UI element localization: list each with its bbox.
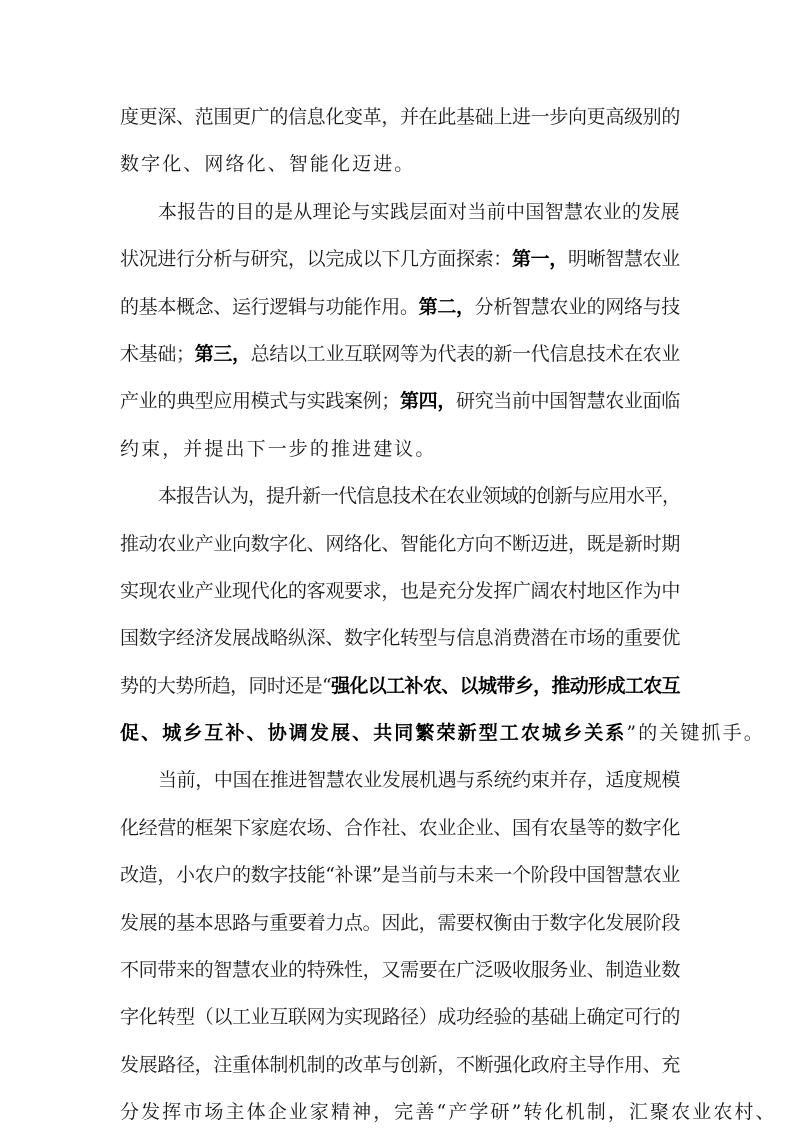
text-segment: 推动农业产业向数字化、网络化、智能化方向不断迈进，既是新时期	[120, 532, 680, 555]
text-segment: 实现农业产业现代化的客观要求，也是充分发挥广阔农村地区作为中	[120, 579, 680, 602]
text-segment: 分发挥市场主体企业家精神，完善“产学研”转化机制，汇聚农业农村、	[120, 1101, 777, 1124]
paragraph-3-line	[120, 615, 680, 662]
paragraph-4-line	[120, 900, 680, 947]
text-segment: 化经营的框架下家庭农场、合作社、农业企业、国有农垦等的数字化	[120, 816, 680, 839]
text-segment: 发展路径，注重体制机制的改革与创新，不断强化政府主导作用、充	[120, 1053, 680, 1076]
paragraph-3-line	[120, 521, 680, 568]
text-segment: 数字化、网络化、智能化迈进。	[120, 153, 416, 176]
paragraph-4-line	[120, 1042, 680, 1089]
bold-text-segment: 第二，	[418, 295, 475, 318]
paragraph-1-line	[120, 94, 680, 141]
paragraph-3-line	[120, 663, 680, 710]
text-segment: ”的关键抓手。	[626, 722, 765, 745]
paragraph-4-line	[120, 805, 680, 852]
text-segment: 本报告的目的是从理论与实践层面对当前中国智慧农业的发展	[158, 200, 680, 223]
text-segment: 度更深、范围更广的信息化变革，并在此基础上进一步向更高级别的	[120, 106, 680, 128]
text-segment: 产业的典型应用模式与实践案例；	[120, 390, 400, 413]
paragraph-3-line	[120, 710, 765, 757]
text-segment: 术基础；	[120, 342, 195, 365]
text-segment: 研究当前中国智慧农业面临	[455, 390, 680, 413]
text-segment: 约束，并提出下一步的推进建议。	[120, 437, 437, 460]
bold-text-segment: 第一，	[511, 248, 568, 271]
text-segment: 的基本概念、运行逻辑与功能作用。	[120, 295, 419, 318]
text-segment: 国数字经济发展战略纵深、数字化转型与信息消费潜在市场的重要优	[120, 627, 680, 650]
paragraph-2-line	[120, 236, 680, 283]
paragraph-4-line	[120, 757, 680, 804]
bold-text-segment: 促、城乡互补、协调发展、共同繁荣新型工农城乡关系	[120, 722, 627, 745]
paragraph-4-line	[120, 852, 680, 899]
text-segment: 状况进行分析与研究，以完成以下几方面探索：	[120, 248, 512, 271]
text-segment: 分析智慧农业的网络与技	[474, 295, 680, 318]
paragraph-2-line	[120, 378, 680, 425]
paragraph-1-line	[120, 141, 680, 188]
bold-text-segment: 第四，	[399, 390, 456, 413]
paragraph-2-line	[120, 426, 680, 473]
bold-text-segment: 强化以工补农、以城带乡，推动形成工农互	[331, 674, 680, 697]
text-segment: 势的大势所趋，同时还是“	[120, 674, 332, 697]
text-segment: 本报告认为，提升新一代信息技术在农业领域的创新与应用水平，	[158, 485, 681, 508]
paragraph-2-line	[120, 284, 680, 331]
text-segment: 改造，小农户的数字技能“补课”是当前与未来一个阶段中国智慧农业	[120, 864, 680, 887]
text-segment: 字化转型（以工业互联网为实现路径）成功经验的基础上确定可行的	[120, 1006, 680, 1029]
report-body-text	[120, 94, 777, 1137]
paragraph-3-line	[120, 473, 680, 520]
paragraph-4-line	[120, 994, 680, 1041]
paragraph-2-line	[120, 189, 680, 236]
paragraph-4-line	[120, 947, 680, 994]
text-segment: 发展的基本思路与重要着力点。因此，需要权衡由于数字化发展阶段	[120, 911, 680, 934]
text-segment: 不同带来的智慧农业的特殊性，又需要在广泛吸收服务业、制造业数	[120, 959, 680, 982]
text-segment: 当前，中国在推进智慧农业发展机遇与系统约束并存，适度规模	[158, 769, 680, 792]
text-segment: 明晰智慧农业	[567, 248, 680, 271]
paragraph-4-line	[120, 1089, 777, 1136]
paragraph-2-line	[120, 331, 680, 378]
text-segment: 总结以工业互联网等为代表的新一代信息技术在农业	[250, 342, 680, 365]
paragraph-3-line	[120, 568, 680, 615]
bold-text-segment: 第三，	[194, 342, 251, 365]
